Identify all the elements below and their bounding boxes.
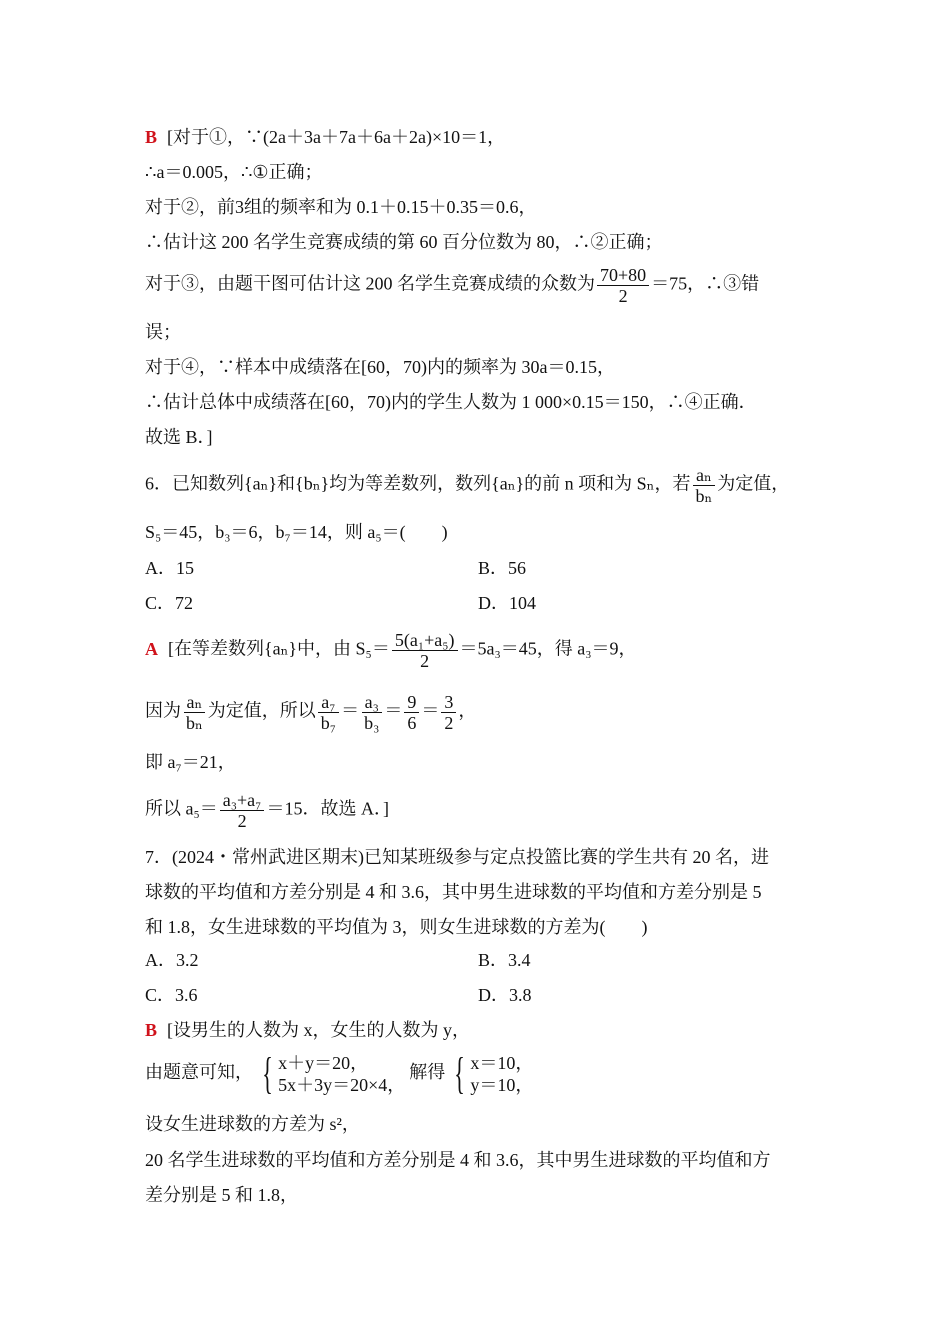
fraction: $\frac{3}{2}$: [441, 692, 456, 733]
q7-solution-line-1: B [设男生的人数为 x，女生的人数为 y，: [145, 1020, 471, 1040]
fraction: $\frac{70+80}{2}$: [597, 265, 649, 306]
left-brace-icon: {: [262, 1049, 273, 1098]
q5-solution-line-6: 误；: [145, 322, 181, 342]
q7-option-b: B．3.4: [478, 950, 531, 970]
q7-solution-line-3: 设女生进球数的方差为 s²，: [145, 1114, 360, 1134]
answer-label: B: [145, 127, 158, 147]
q6-stem-line-2: S₅＝45，b₃＝6，b₇＝14，则 a₅＝( ): [145, 522, 448, 542]
equation-system: { x＋y＝20， 5x＋3y＝20×4，: [262, 1049, 406, 1098]
q7-option-d: D．3.8: [478, 985, 532, 1005]
answer-label: A: [145, 638, 158, 659]
fraction: $\frac{9}{6}$: [404, 692, 419, 733]
q5-solution-line-7: 对于④，∵样本中成绩落在[60，70)内的频率为 30a＝0.15，: [145, 357, 615, 377]
equation-system: { x＝10， y＝10，: [454, 1049, 534, 1098]
q5-solution-line-2: ∴a＝0.005，∴①正确；: [145, 162, 323, 182]
q5-solution-line-3: 对于②，前3组的频率和为 0.1＋0.15＋0.35＝0.6，: [145, 197, 537, 217]
left-brace-icon: {: [454, 1049, 466, 1098]
q6-solution-line-1: A [在等差数列{aₙ}中，由 S₅＝ $\frac{\text{5(a₁+a₅)}}{2}$ ＝5a₃＝45，得 a₃＝9，: [145, 630, 637, 671]
q6-option-d: D．104: [478, 593, 536, 613]
fraction: $\frac{\text{a₃+a₇}}{2}$: [220, 790, 265, 831]
q5-solution-line-4: ∴估计这 200 名学生竞赛成绩的第 60 百分位数为 80，∴②正确；: [145, 232, 663, 252]
q7-stem-line-1: 7．(2024・常州武进区期末)已知某班级参与定点投篮比赛的学生共有 20 名，进: [145, 847, 769, 867]
q7-solution-line-5: 差分别是 5 和 1.8，: [145, 1185, 298, 1205]
q6-solution-line-4: 所以 a₅＝ $\frac{\text{a₃+a₇}}{2}$ ＝15．故选 A．]: [145, 790, 389, 831]
fraction: $\frac{\text{aₙ}}{\text{bₙ}}$: [183, 692, 206, 733]
q5-solution-line-5: 对于③，由题干图可估计这 200 名学生竞赛成绩的众数为 $\frac{70+80}{2}$ ＝75，∴③错: [145, 265, 760, 306]
q6-stem-line-1: 6．已知数列{aₙ}和{bₙ}均为等差数列，数列{aₙ}的前 n 项和为 Sₙ，若 $\frac{\text{aₙ}}{\text{bₙ}}$ 为定值，: [145, 465, 790, 506]
q7-option-a: A．3.2: [145, 950, 199, 970]
q5-solution-line-9: 故选 B．]: [145, 427, 213, 447]
q7-stem-line-2: 球数的平均值和方差分别是 4 和 3.6，其中男生进球数的平均值和方差分别是 5: [145, 882, 762, 902]
q6-solution-line-2: 因为 $\frac{\text{aₙ}}{\text{bₙ}}$ 为定值，所以 $\frac{\text{a₇}}{\text{b₇}}$ ＝ $\frac{\text{a₃}}{\text{b₃}}$ ＝ $\frac{9}{6}$ ＝ $\frac{3}{2}$ ，: [145, 692, 477, 733]
q5-solution-line-8: ∴估计总体中成绩落在[60，70)内的学生人数为 1 000×0.15＝150，∴④正确．: [145, 392, 757, 412]
fraction: $\frac{\text{a₇}}{\text{b₇}}$: [318, 692, 339, 733]
q5-solution-line-1: B [对于①，∵(2a＋3a＋7a＋6a＋2a)×10＝1，: [145, 127, 506, 147]
q7-option-c: C．3.6: [145, 985, 198, 1005]
q7-solution-line-4: 20 名学生进球数的平均值和方差分别是 4 和 3.6，其中男生进球数的平均值和方: [145, 1150, 771, 1170]
q6-option-a: A．15: [145, 558, 194, 578]
q7-solution-line-2: 由题意可知， { x＋y＝20， 5x＋3y＝20×4， 解得 { x＝10， y＝10，: [145, 1049, 534, 1098]
q7-stem-line-3: 和 1.8，女生进球数的平均值为 3，则女生进球数的方差为( ): [145, 917, 648, 937]
fraction: $\frac{\text{a₃}}{\text{b₃}}$: [361, 692, 382, 733]
q6-solution-line-3: 即 a₇＝21，: [145, 752, 236, 772]
q6-option-b: B．56: [478, 558, 527, 578]
answer-label: B: [145, 1020, 158, 1040]
fraction: $\frac{\text{5(a₁+a₅)}}{2}$: [392, 630, 458, 671]
q6-option-c: C．72: [145, 593, 194, 613]
fraction: $\frac{\text{aₙ}}{\text{bₙ}}$: [692, 465, 715, 506]
